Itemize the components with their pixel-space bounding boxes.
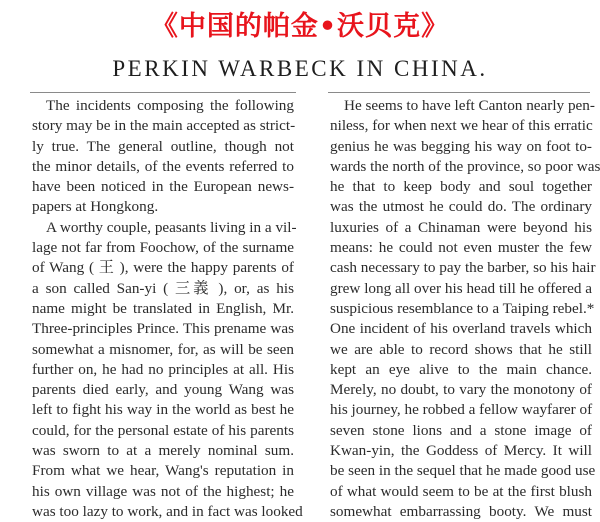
text-line: somewhat embarrassing booty. We must [330,502,592,520]
text-line: was the utmost he could do. The ordinary [330,198,592,216]
text-line: From what we hear, Wang's reputation in [32,462,294,480]
text-line: could, for the personal estate of his parents [32,421,294,439]
text-line: ly true. The general outline, though not [32,137,294,155]
text-line: lage not far from Foochow, of the surname [32,239,294,257]
text-line: A worthy couple, peasants living in a vil- [46,218,297,236]
article-headline: PERKIN WARBECK IN CHINA. [112,56,488,81]
text-line: papers at Hongkong. [32,198,159,216]
text-line: further on, he had no principles at all. His [32,360,294,378]
text-line: somewhat a misnomer, for, as will be seen [32,340,294,358]
text-line: parents died early, and young Wang was [32,381,294,399]
text-line: seven stone lions and a stone image of [330,421,592,439]
text-line: grew long all over his head till he offered a [330,279,592,297]
divider [328,92,590,93]
text-line: One incident of his overland travels which [330,320,592,338]
text-line: his own village was not of the highest; he [32,482,294,500]
text-line: we are able to record shows that he still [330,340,592,358]
text-line: means: he could not even muster the few [330,239,592,257]
left-column [32,96,303,522]
text-line: be seen in the sequel that he made good use [330,462,596,480]
text-line: luxuries of a Chinaman were beyond his [330,218,592,236]
text-line: he that to keep body and soul together [330,178,592,196]
text-line: story may be in the main accepted as strict- [32,117,296,135]
text-line: was too lazy to work, and in fact was looked [32,502,303,520]
text-line: a son called San-yi ( 三義 ), or, as his [32,279,294,297]
text-line: of Wang ( 王 ), were the happy parents of [32,259,294,277]
text-line: name might be translated in English, Mr. [32,299,294,317]
text-line: was sworn to at a merely nominal sum. [32,442,294,460]
text-line: of what would seem to be at the first blush [330,482,592,500]
text-line: wards the north of the province, so poor was [330,157,600,175]
text-line: Three-principles Prince. This prename was [32,320,294,338]
text-line: Merely, no doubt, to vary the monotony of [330,381,592,399]
text-line: genius he was begging his way on foot to- [330,137,592,155]
text-line: cash necessary to pay the barber, so his hair [330,259,596,277]
page-title: 《中国的帕金•沃贝克》 [150,11,450,42]
right-column [330,96,600,522]
text-line: suspicious resemblance to a Taiping rebel.* [330,299,595,317]
text-line: his journey, he robbed a fellow wayfarer of [330,401,593,419]
text-line: He seems to have left Canton nearly pen- [344,97,595,114]
text-line: The incidents composing the following [46,97,294,114]
text-line: niless, for when next we hear of this erratic [330,117,593,135]
text-line: have been noticed in the European news- [32,178,294,196]
text-line: Kwan-yin, the Goddess of Mercy. It will [330,442,592,460]
text-line: the minor details, of the events referred to [32,157,294,175]
divider [30,92,296,93]
text-line: left to fight his way in the world as best he [32,401,294,419]
text-line: kept an eye alive to the main chance. [330,360,592,378]
